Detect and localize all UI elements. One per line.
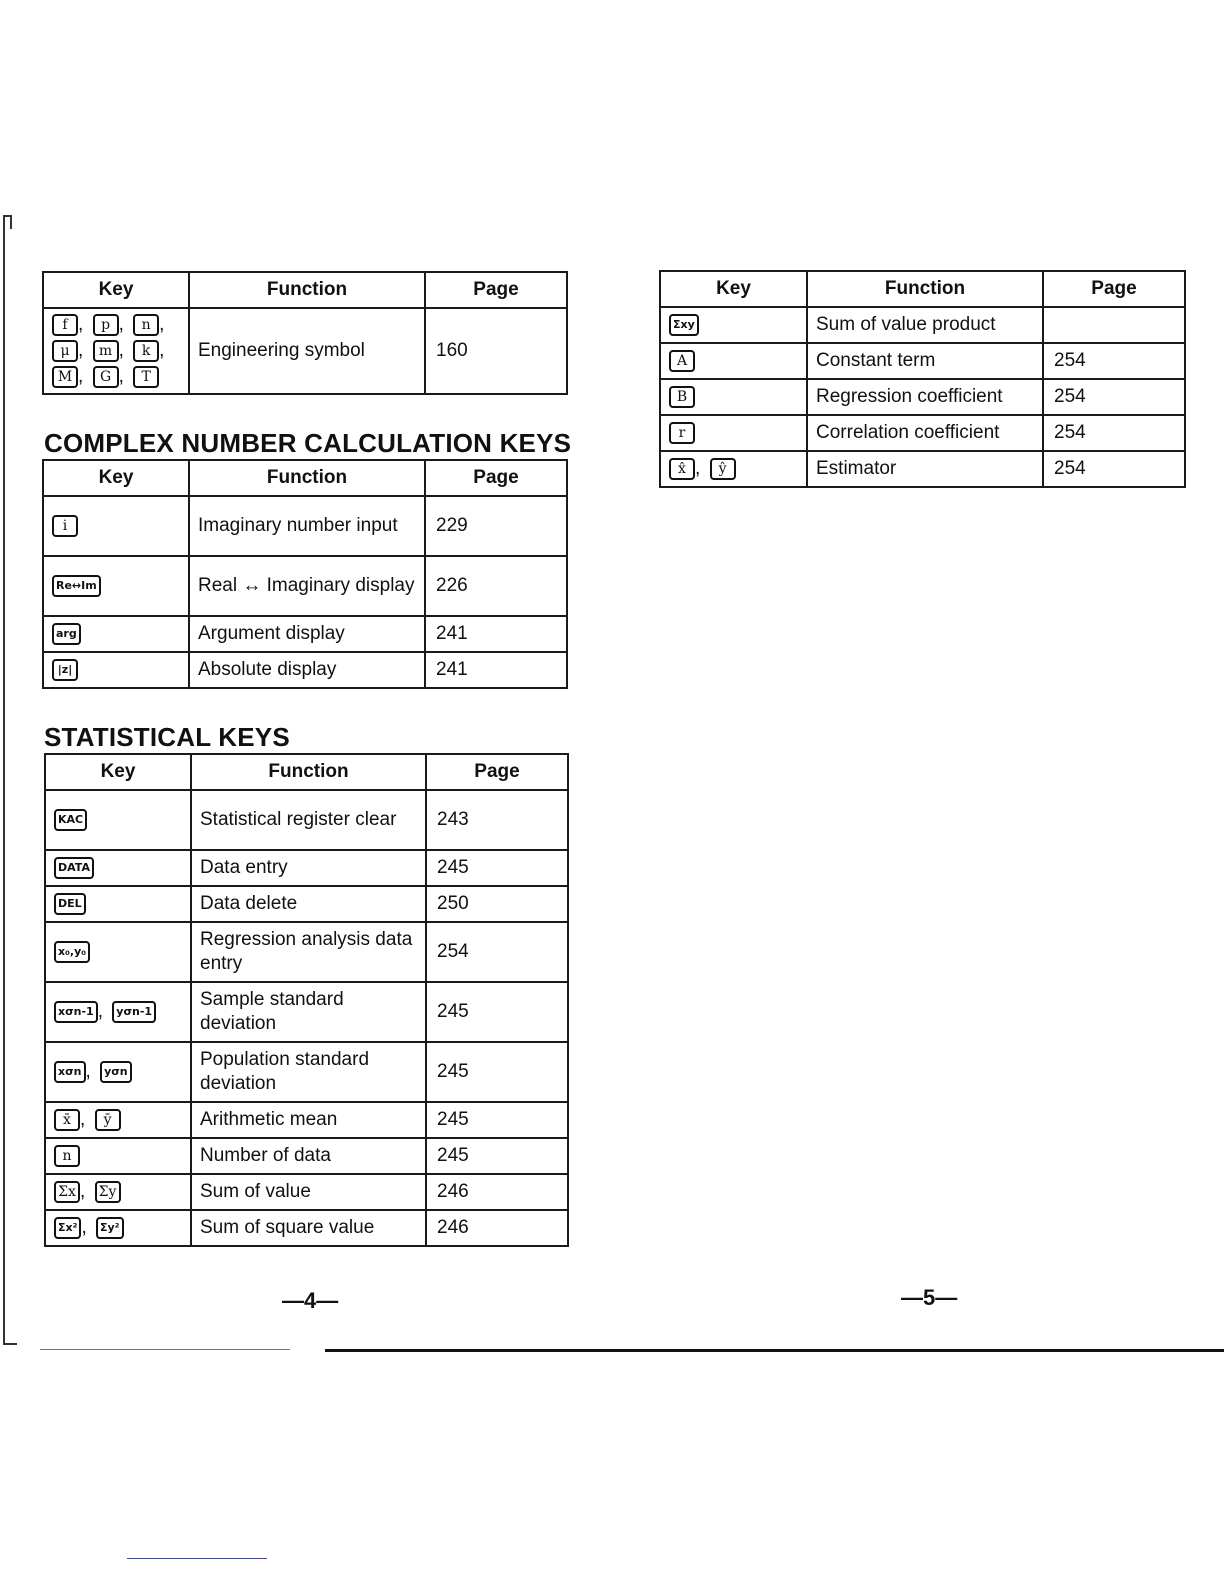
function-column-header: Function	[189, 460, 425, 496]
calculator-key-icon: T	[133, 366, 159, 388]
calculator-key-icon: r	[669, 422, 695, 444]
function-cell: Sample standard deviation	[191, 982, 426, 1042]
regression-keys-table	[659, 270, 1186, 488]
calculator-key-icon: xσn-1	[54, 1001, 98, 1023]
key-cell	[43, 496, 189, 556]
table-row	[660, 379, 1185, 415]
calculator-key-icon: B	[669, 386, 695, 408]
function-cell: Number of data	[191, 1138, 426, 1174]
key-column-header: Key	[45, 754, 191, 790]
key-cell	[660, 415, 807, 451]
page-edge-tick	[10, 215, 12, 229]
table-row	[45, 1174, 568, 1210]
function-cell: Sum of value	[191, 1174, 426, 1210]
key-cell: xσn-1 , yσn-1	[45, 982, 191, 1042]
calculator-key-icon: p	[93, 314, 119, 336]
page-column-header: Page	[426, 754, 568, 790]
complex-keys-title: COMPLEX NUMBER CALCULATION KEYS	[44, 428, 572, 458]
page-column-header: Page	[425, 272, 567, 308]
calculator-key-icon: f	[52, 314, 78, 336]
table-header-row	[45, 754, 568, 790]
page-cell: 245	[426, 982, 568, 1042]
engineering-symbol-table	[42, 271, 568, 395]
function-cell: Statistical register clear	[191, 790, 426, 850]
function-cell: Argument display	[189, 616, 425, 652]
function-cell: Constant term	[807, 343, 1043, 379]
page-cell: 229	[425, 496, 567, 556]
function-cell: Engineering symbol	[189, 308, 425, 394]
key-cell	[43, 556, 189, 616]
page-cell: 254	[1043, 415, 1185, 451]
calculator-key-icon: xσn	[54, 1061, 86, 1083]
table-row	[43, 496, 567, 556]
calculator-key-icon: x̂	[669, 458, 695, 480]
key-cell: xσn , yσn	[45, 1042, 191, 1102]
key-cell: x̄ , ȳ	[45, 1102, 191, 1138]
function-cell: Population standard deviation	[191, 1042, 426, 1102]
page-edge-line	[3, 215, 5, 1345]
calculator-key-icon: ŷ	[710, 458, 736, 480]
calculator-key-icon: k	[133, 340, 159, 362]
table-row	[45, 1138, 568, 1174]
page-cell: 243	[426, 790, 568, 850]
calculator-key-icon: Σy²	[96, 1217, 124, 1239]
table-row	[45, 922, 568, 982]
calculator-key-icon: Σy	[95, 1181, 121, 1203]
table-row	[43, 652, 567, 688]
key-cell	[660, 379, 807, 415]
page-column-header: Page	[1043, 271, 1185, 307]
key-cell	[45, 922, 191, 982]
function-cell: Sum of square value	[191, 1210, 426, 1246]
table-row	[660, 307, 1185, 343]
key-column-header: Key	[660, 271, 807, 307]
function-cell: Real ↔ Imaginary display	[189, 556, 425, 616]
function-column-header: Function	[189, 272, 425, 308]
key-column-header: Key	[43, 272, 189, 308]
key-cell	[43, 652, 189, 688]
key-cell	[45, 886, 191, 922]
calculator-key-icon: M	[52, 366, 78, 388]
calculator-key-icon: n	[133, 314, 159, 336]
page-cell: 254	[1043, 379, 1185, 415]
page-cell: 245	[426, 1138, 568, 1174]
page-cell: 254	[1043, 451, 1185, 487]
calculator-key-icon: x̄	[54, 1109, 80, 1131]
page-cell: 160	[425, 308, 567, 394]
calculator-key-icon: ȳ	[95, 1109, 121, 1131]
page-cell: 241	[425, 652, 567, 688]
table-row	[45, 790, 568, 850]
function-cell: Regression coefficient	[807, 379, 1043, 415]
page-cell: 250	[426, 886, 568, 922]
calculator-key-icon: n	[54, 1145, 80, 1167]
page-cell: 254	[1043, 343, 1185, 379]
function-cell: Regression analysis data entry	[191, 922, 426, 982]
key-cell	[45, 1138, 191, 1174]
function-cell: Sum of value product	[807, 307, 1043, 343]
statistical-keys-title: STATISTICAL KEYS	[44, 722, 290, 752]
key-cell	[660, 343, 807, 379]
function-column-header: Function	[191, 754, 426, 790]
page-edge-corner	[3, 1343, 17, 1345]
page-cell: 246	[426, 1210, 568, 1246]
calculator-key-icon: A	[669, 350, 695, 372]
right-page-number: —5—	[901, 1285, 958, 1310]
page-cell: 245	[426, 850, 568, 886]
table-row	[43, 616, 567, 652]
calculator-key-icon: yσn-1	[112, 1001, 156, 1023]
page-cell: 241	[425, 616, 567, 652]
table-row	[45, 1042, 568, 1102]
statistical-keys-table	[44, 753, 569, 1247]
key-cell: Σx² , Σy²	[45, 1210, 191, 1246]
table-row	[45, 982, 568, 1042]
function-cell: Estimator	[807, 451, 1043, 487]
table-header-row	[660, 271, 1185, 307]
bottom-rule	[325, 1349, 1224, 1352]
table-row	[45, 1210, 568, 1246]
key-cell: x̂ , ŷ	[660, 451, 807, 487]
page-cell: 226	[425, 556, 567, 616]
function-cell: Data entry	[191, 850, 426, 886]
calculator-key-icon: yσn	[100, 1061, 132, 1083]
calculator-key-icon: x₀,y₀	[54, 941, 90, 963]
table-row	[43, 308, 567, 394]
footer-link-line	[127, 1558, 267, 1559]
table-row	[660, 451, 1185, 487]
calculator-key-icon: KAC	[54, 809, 87, 831]
key-cell: f , p , n , μ , m , k , M , G , T	[43, 308, 189, 394]
function-column-header: Function	[807, 271, 1043, 307]
bottom-rule	[40, 1349, 290, 1350]
table-row	[660, 415, 1185, 451]
page-column-header: Page	[425, 460, 567, 496]
table-row	[45, 1102, 568, 1138]
key-cell	[45, 790, 191, 850]
key-cell	[45, 850, 191, 886]
calculator-key-icon: DEL	[54, 893, 86, 915]
table-row	[45, 886, 568, 922]
table-row	[45, 850, 568, 886]
calculator-key-icon: Re↔Im	[52, 575, 101, 597]
function-cell: Correlation coefficient	[807, 415, 1043, 451]
page-cell: 254	[426, 922, 568, 982]
calculator-key-icon: Σx	[54, 1181, 80, 1203]
calculator-key-icon: arg	[52, 623, 81, 645]
complex-keys-table	[42, 459, 568, 689]
key-cell: Σx , Σy	[45, 1174, 191, 1210]
function-cell: Arithmetic mean	[191, 1102, 426, 1138]
calculator-key-icon: Σxy	[669, 314, 699, 336]
key-cell	[660, 307, 807, 343]
page-cell	[1043, 307, 1185, 343]
calculator-key-icon: i	[52, 515, 78, 537]
key-cell	[43, 616, 189, 652]
calculator-key-icon: G	[93, 366, 119, 388]
calculator-key-icon: μ	[52, 340, 78, 362]
function-cell: Imaginary number input	[189, 496, 425, 556]
page-cell: 245	[426, 1042, 568, 1102]
table-row	[43, 556, 567, 616]
calculator-key-icon: |z|	[52, 659, 78, 681]
function-cell: Data delete	[191, 886, 426, 922]
page-cell: 246	[426, 1174, 568, 1210]
table-header-row	[43, 460, 567, 496]
function-cell: Absolute display	[189, 652, 425, 688]
calculator-key-icon: DATA	[54, 857, 94, 879]
table-header-row	[43, 272, 567, 308]
calculator-key-icon: Σx²	[54, 1217, 81, 1239]
left-page-number: —4—	[282, 1288, 339, 1313]
key-column-header: Key	[43, 460, 189, 496]
table-row	[660, 343, 1185, 379]
calculator-key-icon: m	[93, 340, 119, 362]
page-cell: 245	[426, 1102, 568, 1138]
